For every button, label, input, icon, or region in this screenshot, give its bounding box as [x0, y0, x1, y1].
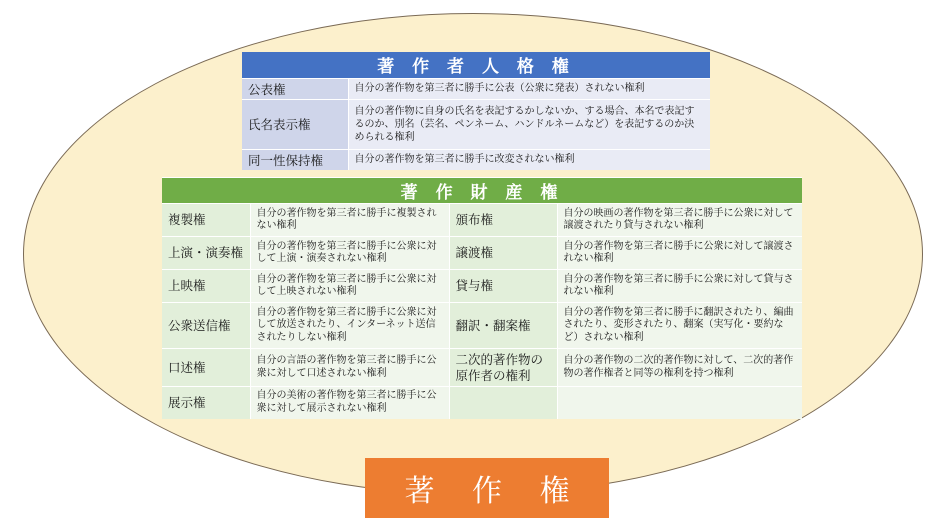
right-description: 自分の美術の著作物を第三者に勝手に公衆に対して展示されない権利: [250, 387, 449, 419]
table-row: [242, 78, 710, 99]
property-rights-table: [162, 177, 802, 419]
table-row: [162, 303, 802, 349]
right-description: 自分の著作物を第三者に勝手に公衆に対して上演・演奏されない権利: [250, 237, 449, 270]
moral-rights-title: 著 作 者 人 格 権: [242, 52, 710, 78]
table-row: [162, 237, 802, 270]
right-name: [449, 387, 557, 419]
right-name: 展示権: [162, 387, 250, 419]
table-row: [242, 99, 710, 149]
right-name: 上演・演奏権: [162, 237, 250, 270]
right-name: 翻訳・翻案権: [449, 303, 557, 349]
right-description: 自分の著作物を第三者に勝手に公衆に対して上映されない権利: [250, 270, 449, 303]
right-description: 自分の著作物を第三者に勝手に公衆に対して放送されたり、インターネット送信されたりしない権利: [250, 303, 449, 349]
right-name: 複製権: [162, 204, 250, 237]
right-name: 上映権: [162, 270, 250, 303]
right-name: 頒布権: [449, 204, 557, 237]
right-name: 公表権: [242, 78, 348, 99]
right-name: 公衆送信権: [162, 303, 250, 349]
right-description: 自分の著作物を第三者に勝手に公表（公衆に発表）されない権利: [348, 78, 710, 99]
right-description: 自分の言語の著作物を第三者に勝手に公衆に対して口述されない権利: [250, 349, 449, 387]
table-row: [162, 204, 802, 237]
right-name: 二次的著作物の原作者の権利: [449, 349, 557, 387]
right-name: 同一性保持権: [242, 149, 348, 170]
copyright-title-badge: 著 作 権: [365, 458, 609, 518]
right-description: 自分の著作物を第三者に勝手に公衆に対して譲渡されない権利: [557, 237, 802, 270]
right-name: 貸与権: [449, 270, 557, 303]
right-description: 自分の著作物を第三者に勝手に改変されない権利: [348, 149, 710, 170]
right-description: 自分の著作物を第三者に勝手に複製されない権利: [250, 204, 449, 237]
table-row: [162, 387, 802, 419]
right-name: 譲渡権: [449, 237, 557, 270]
property-rights-title: 著 作 財 産 権: [162, 178, 802, 204]
table-row: [242, 149, 710, 170]
right-description: 自分の映画の著作物を第三者に勝手に公衆に対して譲渡されたり貸与されない権利: [557, 204, 802, 237]
right-description: 自分の著作物に自身の氏名を表記するかしないか、する場合、本名で表記するのか、別名（芸名、ペンネーム、ハンドルネームなど）を表記するのか決められる権利: [348, 99, 710, 149]
right-description: [557, 387, 802, 419]
right-description: 自分の著作物を第三者に勝手に翻訳されたり、編曲されたり、変形されたり、翻案（実写化・要約など）されない権利: [557, 303, 802, 349]
right-name: 口述権: [162, 349, 250, 387]
right-description: 自分の著作物を第三者に勝手に公衆に対して貸与されない権利: [557, 270, 802, 303]
moral-rights-table: [242, 52, 710, 170]
table-row: [162, 349, 802, 387]
right-name: 氏名表示権: [242, 99, 348, 149]
table-row: [162, 270, 802, 303]
right-description: 自分の著作物の二次的著作物に対して、二次的著作物の著作権者と同等の権利を持つ権利: [557, 349, 802, 387]
